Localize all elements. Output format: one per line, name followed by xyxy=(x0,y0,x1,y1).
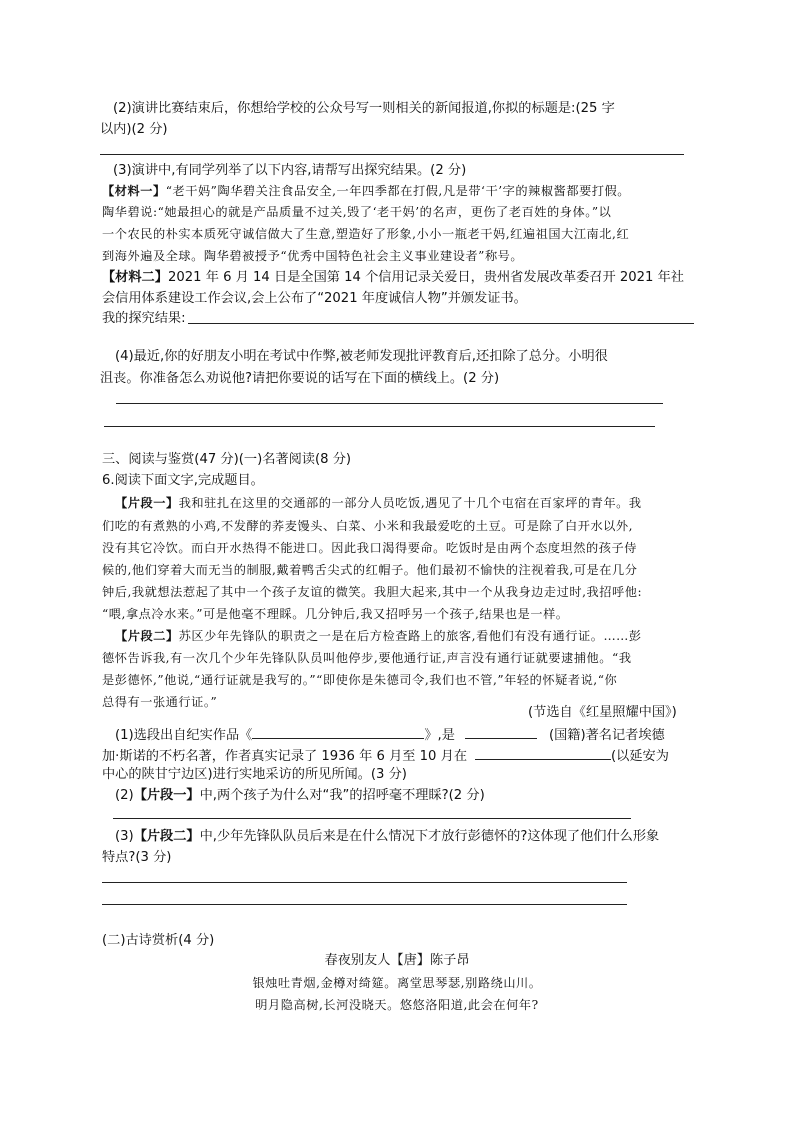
question-4-line-2: 沮丧。你准备怎么劝说他?请把你要说的话写在下面的横线上。(2 分) xyxy=(100,371,500,386)
answer-line-sub-q3-1[interactable] xyxy=(102,882,627,883)
material-2-text-1: 2021 年 6 月 14 日是全国第 14 个信用记录关爱日，贵州省发展改革委召开 2021 年社 xyxy=(167,270,684,285)
material-1-text-1: “老干妈”陶华碧关注食品安全,一年四季都在打假,凡是带‘干’字的辣椒酱都要打假。 xyxy=(165,184,631,198)
fragment-1-line-3: 没有其它冷饮。而白开水热得不能进口。因此我口渴得要命。吃饭时是由两个态度坦然的孩子侍 xyxy=(102,541,637,555)
sub-question-2-text: 中,两个孩子为什么对“我”的招呼毫不理睬?(2 分) xyxy=(199,788,485,803)
sub-question-1-line-2-tail: (以延安为 xyxy=(611,749,669,764)
poem-line-2: 明月隐高树,长河没晓天。悠悠洛阳道,此会在何年? xyxy=(255,998,539,1012)
fragment-2-label: 【片段二】 xyxy=(115,629,179,643)
fragment-2-line-3: 是彭德怀,”他说,“通行证就是我写的。”“即使你是朱德司令,我们也不管,”年轻的怀疑者说,“你 xyxy=(102,673,618,687)
poem-title: 春夜别友人【唐】陈子昂 xyxy=(324,953,470,968)
fragment-2-line-4: 总得有一张通行证。” xyxy=(102,695,218,709)
blank-region[interactable] xyxy=(475,746,611,760)
answer-line-sub-q3-2[interactable] xyxy=(102,904,627,905)
answer-line-q4-1[interactable] xyxy=(116,403,663,404)
material-2-line-2: 会信用体系建设工作会议,会上公布了“2021 年度诚信人物”并颁发证书。 xyxy=(102,291,527,306)
fragment-2-line-2: 德怀告诉我,有一次几个少年先锋队队员叫他停步,要他通行证,声言没有通行证就要逮捕他。“我 xyxy=(102,651,632,665)
fragment-1-line-4: 候的,他们穿着大而无当的制服,戴着鸭舌尖式的红帽子。他们最初不愉快的注视着我,可是在几分 xyxy=(102,563,638,577)
result-label: 我的探究结果: xyxy=(102,311,186,326)
sub-question-1-part-b: 》,是 xyxy=(424,728,455,743)
sub-question-3-text: 中,少年先锋队队员后来是在什么情况下才放行彭德怀的?这体现了他们什么形象 xyxy=(199,829,660,844)
fragment-2-line-1 xyxy=(115,628,642,644)
sub-question-1-line-1 xyxy=(115,725,665,744)
material-2-label: 【材料二】 xyxy=(102,270,168,285)
material-1-line-1 xyxy=(102,183,630,199)
sub-question-3-number: (3) xyxy=(115,829,134,844)
answer-line-q3[interactable] xyxy=(188,323,694,324)
material-1-label: 【材料一】 xyxy=(102,184,166,198)
answer-line-q2[interactable] xyxy=(100,154,684,155)
blank-nationality[interactable] xyxy=(465,725,537,739)
fragment-1-line-1 xyxy=(115,495,642,511)
sub-question-1-part-a: (1)选段出自纪实作品《 xyxy=(115,728,253,743)
material-2-line-1 xyxy=(102,270,684,286)
answer-line-q4-2[interactable] xyxy=(104,426,655,427)
poem-section-title: (二)古诗赏析(4 分) xyxy=(102,933,215,948)
section-3-title: 三、阅读与鉴赏(47 分)(一)名著阅读(8 分) xyxy=(102,452,352,467)
sub-question-2-number: (2) xyxy=(115,788,134,803)
question-2-line-2: 以内)(2 分) xyxy=(100,122,168,137)
blank-book-title[interactable] xyxy=(252,725,424,739)
fragment-1-line-2: 们吃的有煮熟的小鸡,不发酵的荞麦馒头、白菜、小米和我最爱吃的土豆。可是除了白开水以外, xyxy=(102,519,634,533)
material-1-line-3: 一个农民的朴实本质死守诚信做大了生意,塑造好了形象,小小一瓶老干妈,红遍祖国大江南北,红 xyxy=(102,227,630,241)
sub-question-3-label: 【片段二】 xyxy=(133,829,200,844)
fragment-1-label: 【片段一】 xyxy=(115,496,179,510)
sub-question-1-line-2-text: 加·斯诺的不朽名著，作者真实记录了 1936 年 6 月至 10 月在 xyxy=(102,749,468,764)
fragment-1-line-5: 钟后,我就想法惹起了其中一个孩子友谊的微笑。我胆大起来,其中一个从我身边走过时,我招呼他: xyxy=(102,585,643,599)
poem-line-1: 银烛吐青烟,金樽对绮筵。离堂思琴瑟,别路绕山川。 xyxy=(252,976,542,990)
material-1-line-2: 陶华碧说:“她最担心的就是产品质量不过关,毁了‘老干妈’的名声，更伤了老百姓的身体。”以 xyxy=(102,205,612,219)
sub-question-2 xyxy=(115,788,485,804)
source-note: (节选自《红星照耀中国》) xyxy=(528,705,677,720)
question-6-title: 6.阅读下面文字,完成题目。 xyxy=(102,473,264,488)
sub-question-2-label: 【片段一】 xyxy=(133,788,200,803)
sub-question-1-line-3: 中心的陕甘宁边区)进行实地采访的所见所闻。(3 分) xyxy=(102,767,407,782)
sub-question-3-line-2: 特点?(3 分) xyxy=(102,850,172,865)
question-4-line-1: (4)最近,你的好朋友小明在考试中作弊,被老师发现批评教育后,还扣除了总分。小明很 xyxy=(115,349,608,364)
fragment-1-text-1: 我和驻扎在这里的交通部的一部分人员吃饭,遇见了十几个屯宿在百家坪的青年。我 xyxy=(178,496,642,510)
sub-question-1-part-c: (国籍)著名记者埃德 xyxy=(548,728,665,743)
answer-line-sub-q2[interactable] xyxy=(113,818,631,819)
sub-question-3-line-1 xyxy=(115,829,659,845)
question-3-line-1: (3)演讲中,有同学列举了以下内容,请帮写出探究结果。(2 分) xyxy=(113,163,467,178)
fragment-1-line-6: “喂,拿点冷水来。”可是他毫不理睬。几分钟后,我又招呼另一个孩子,结果也是一样。 xyxy=(102,607,569,621)
question-2-line-1: (2)演讲比赛结束后，你想给学校的公众号写一则相关的新闻报道,你拟的标题是:(25 字 xyxy=(113,101,615,116)
material-1-line-4: 到海外遍及全球。陶华碧被授予“优秀中国特色社会主义事业建设者”称号。 xyxy=(102,249,524,263)
sub-question-1-line-2 xyxy=(102,746,669,765)
fragment-2-text-1: 苏区少年先锋队的职责之一是在后方检查路上的旅客,看他们有没有通行证。……彭 xyxy=(178,629,642,643)
